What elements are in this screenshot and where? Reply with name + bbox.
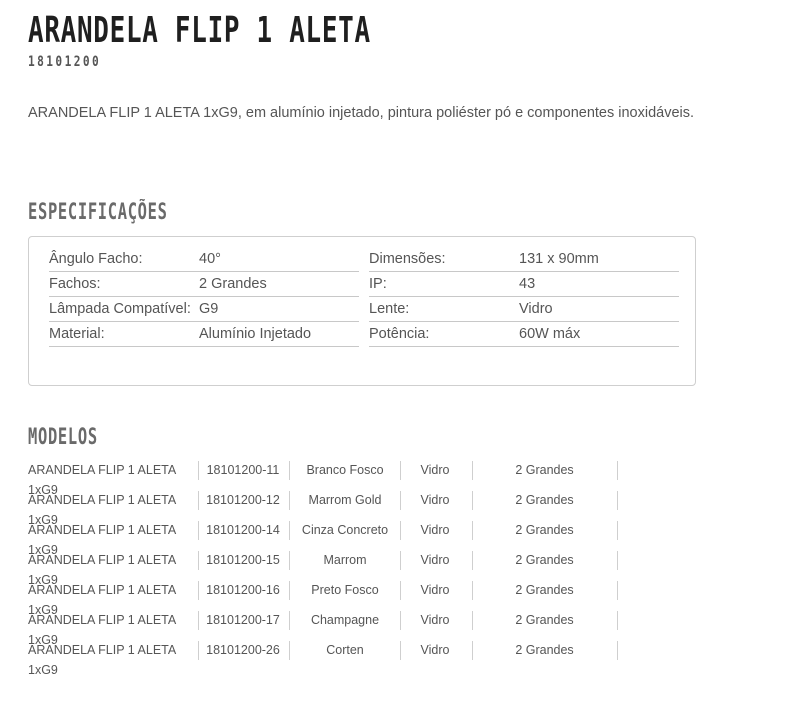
model-name: ARANDELA FLIP 1 ALETA 1xG9 bbox=[28, 463, 176, 497]
column-divider bbox=[617, 581, 618, 600]
spec-row bbox=[369, 272, 679, 297]
model-beams: 2 Grandes bbox=[515, 523, 574, 537]
column-divider bbox=[617, 461, 618, 480]
model-beams: 2 Grandes bbox=[515, 583, 574, 597]
spec-row bbox=[49, 322, 359, 347]
column-divider bbox=[617, 491, 618, 510]
product-title: ARANDELA FLIP 1 ALETA bbox=[28, 10, 371, 51]
specs-heading: ESPECIFICAÇÕES bbox=[28, 200, 168, 225]
model-code: 18101200-11 bbox=[206, 463, 280, 477]
spec-row bbox=[49, 297, 359, 322]
model-lens: Vidro bbox=[420, 493, 450, 507]
model-name: ARANDELA FLIP 1 ALETA 1xG9 bbox=[28, 613, 176, 647]
spec-row bbox=[369, 247, 679, 272]
model-beams: 2 Grandes bbox=[515, 553, 574, 567]
model-lens: Vidro bbox=[420, 643, 450, 657]
spec-row bbox=[49, 247, 359, 272]
spec-value: G9 bbox=[199, 301, 219, 317]
model-lens: Vidro bbox=[420, 553, 450, 567]
model-color: Marrom Gold bbox=[308, 493, 382, 507]
spec-label: Ângulo Facho: bbox=[49, 251, 143, 267]
column-divider bbox=[617, 551, 618, 570]
model-beams: 2 Grandes bbox=[515, 493, 574, 507]
product-code: 18101200 bbox=[28, 54, 102, 70]
spec-label: Lâmpada Compatível: bbox=[49, 301, 191, 317]
model-name: ARANDELA FLIP 1 ALETA 1xG9 bbox=[28, 643, 176, 677]
model-code: 18101200-17 bbox=[206, 613, 280, 627]
column-divider bbox=[617, 611, 618, 630]
model-beams: 2 Grandes bbox=[515, 463, 574, 477]
spec-label: Lente: bbox=[369, 301, 410, 317]
spec-value: 40° bbox=[199, 251, 221, 267]
spec-label: Potência: bbox=[369, 326, 430, 342]
spec-value: Alumínio Injetado bbox=[199, 326, 312, 342]
model-name: ARANDELA FLIP 1 ALETA 1xG9 bbox=[28, 523, 176, 557]
spec-label: Dimensões: bbox=[369, 251, 446, 267]
spec-label: Fachos: bbox=[49, 276, 101, 292]
model-name: ARANDELA FLIP 1 ALETA 1xG9 bbox=[28, 553, 176, 587]
models-heading: MODELOS bbox=[28, 425, 98, 450]
model-name: ARANDELA FLIP 1 ALETA 1xG9 bbox=[28, 583, 176, 617]
column-divider bbox=[617, 521, 618, 540]
spec-value: 131 x 90mm bbox=[519, 251, 599, 267]
model-name: ARANDELA FLIP 1 ALETA 1xG9 bbox=[28, 493, 176, 527]
specs-left-column bbox=[49, 247, 359, 347]
model-beams: 2 Grandes bbox=[515, 643, 574, 657]
model-lens: Vidro bbox=[420, 523, 450, 537]
model-lens: Vidro bbox=[420, 583, 450, 597]
model-color: Cinza Concreto bbox=[301, 523, 389, 537]
spec-value: 60W máx bbox=[519, 326, 581, 342]
model-color: Corten bbox=[326, 643, 364, 657]
model-code: 18101200-16 bbox=[206, 583, 280, 597]
specs-right-column bbox=[369, 247, 679, 347]
product-description: ARANDELA FLIP 1 ALETA 1xG9, em alumínio injetado, pintura poliéster pó e componentes inoxidáveis. bbox=[28, 105, 695, 121]
spec-value: Vidro bbox=[519, 301, 553, 317]
model-color: Branco Fosco bbox=[306, 463, 384, 477]
model-color: Champagne bbox=[310, 613, 380, 627]
model-code: 18101200-14 bbox=[206, 523, 280, 537]
spec-row bbox=[49, 272, 359, 297]
specs-box bbox=[28, 236, 696, 386]
model-color: Marrom bbox=[323, 553, 367, 567]
spec-label: IP: bbox=[369, 276, 387, 292]
model-lens: Vidro bbox=[420, 463, 450, 477]
model-lens: Vidro bbox=[420, 613, 450, 627]
model-color: Preto Fosco bbox=[311, 583, 379, 597]
spec-value: 43 bbox=[519, 276, 536, 292]
spec-row bbox=[369, 322, 679, 347]
model-code: 18101200-26 bbox=[206, 643, 280, 657]
model-code: 18101200-15 bbox=[206, 553, 280, 567]
spec-label: Material: bbox=[49, 326, 105, 342]
model-beams: 2 Grandes bbox=[515, 613, 574, 627]
spec-value: 2 Grandes bbox=[199, 276, 267, 292]
column-divider bbox=[617, 641, 618, 660]
spec-row bbox=[369, 297, 679, 322]
model-code: 18101200-12 bbox=[206, 493, 280, 507]
